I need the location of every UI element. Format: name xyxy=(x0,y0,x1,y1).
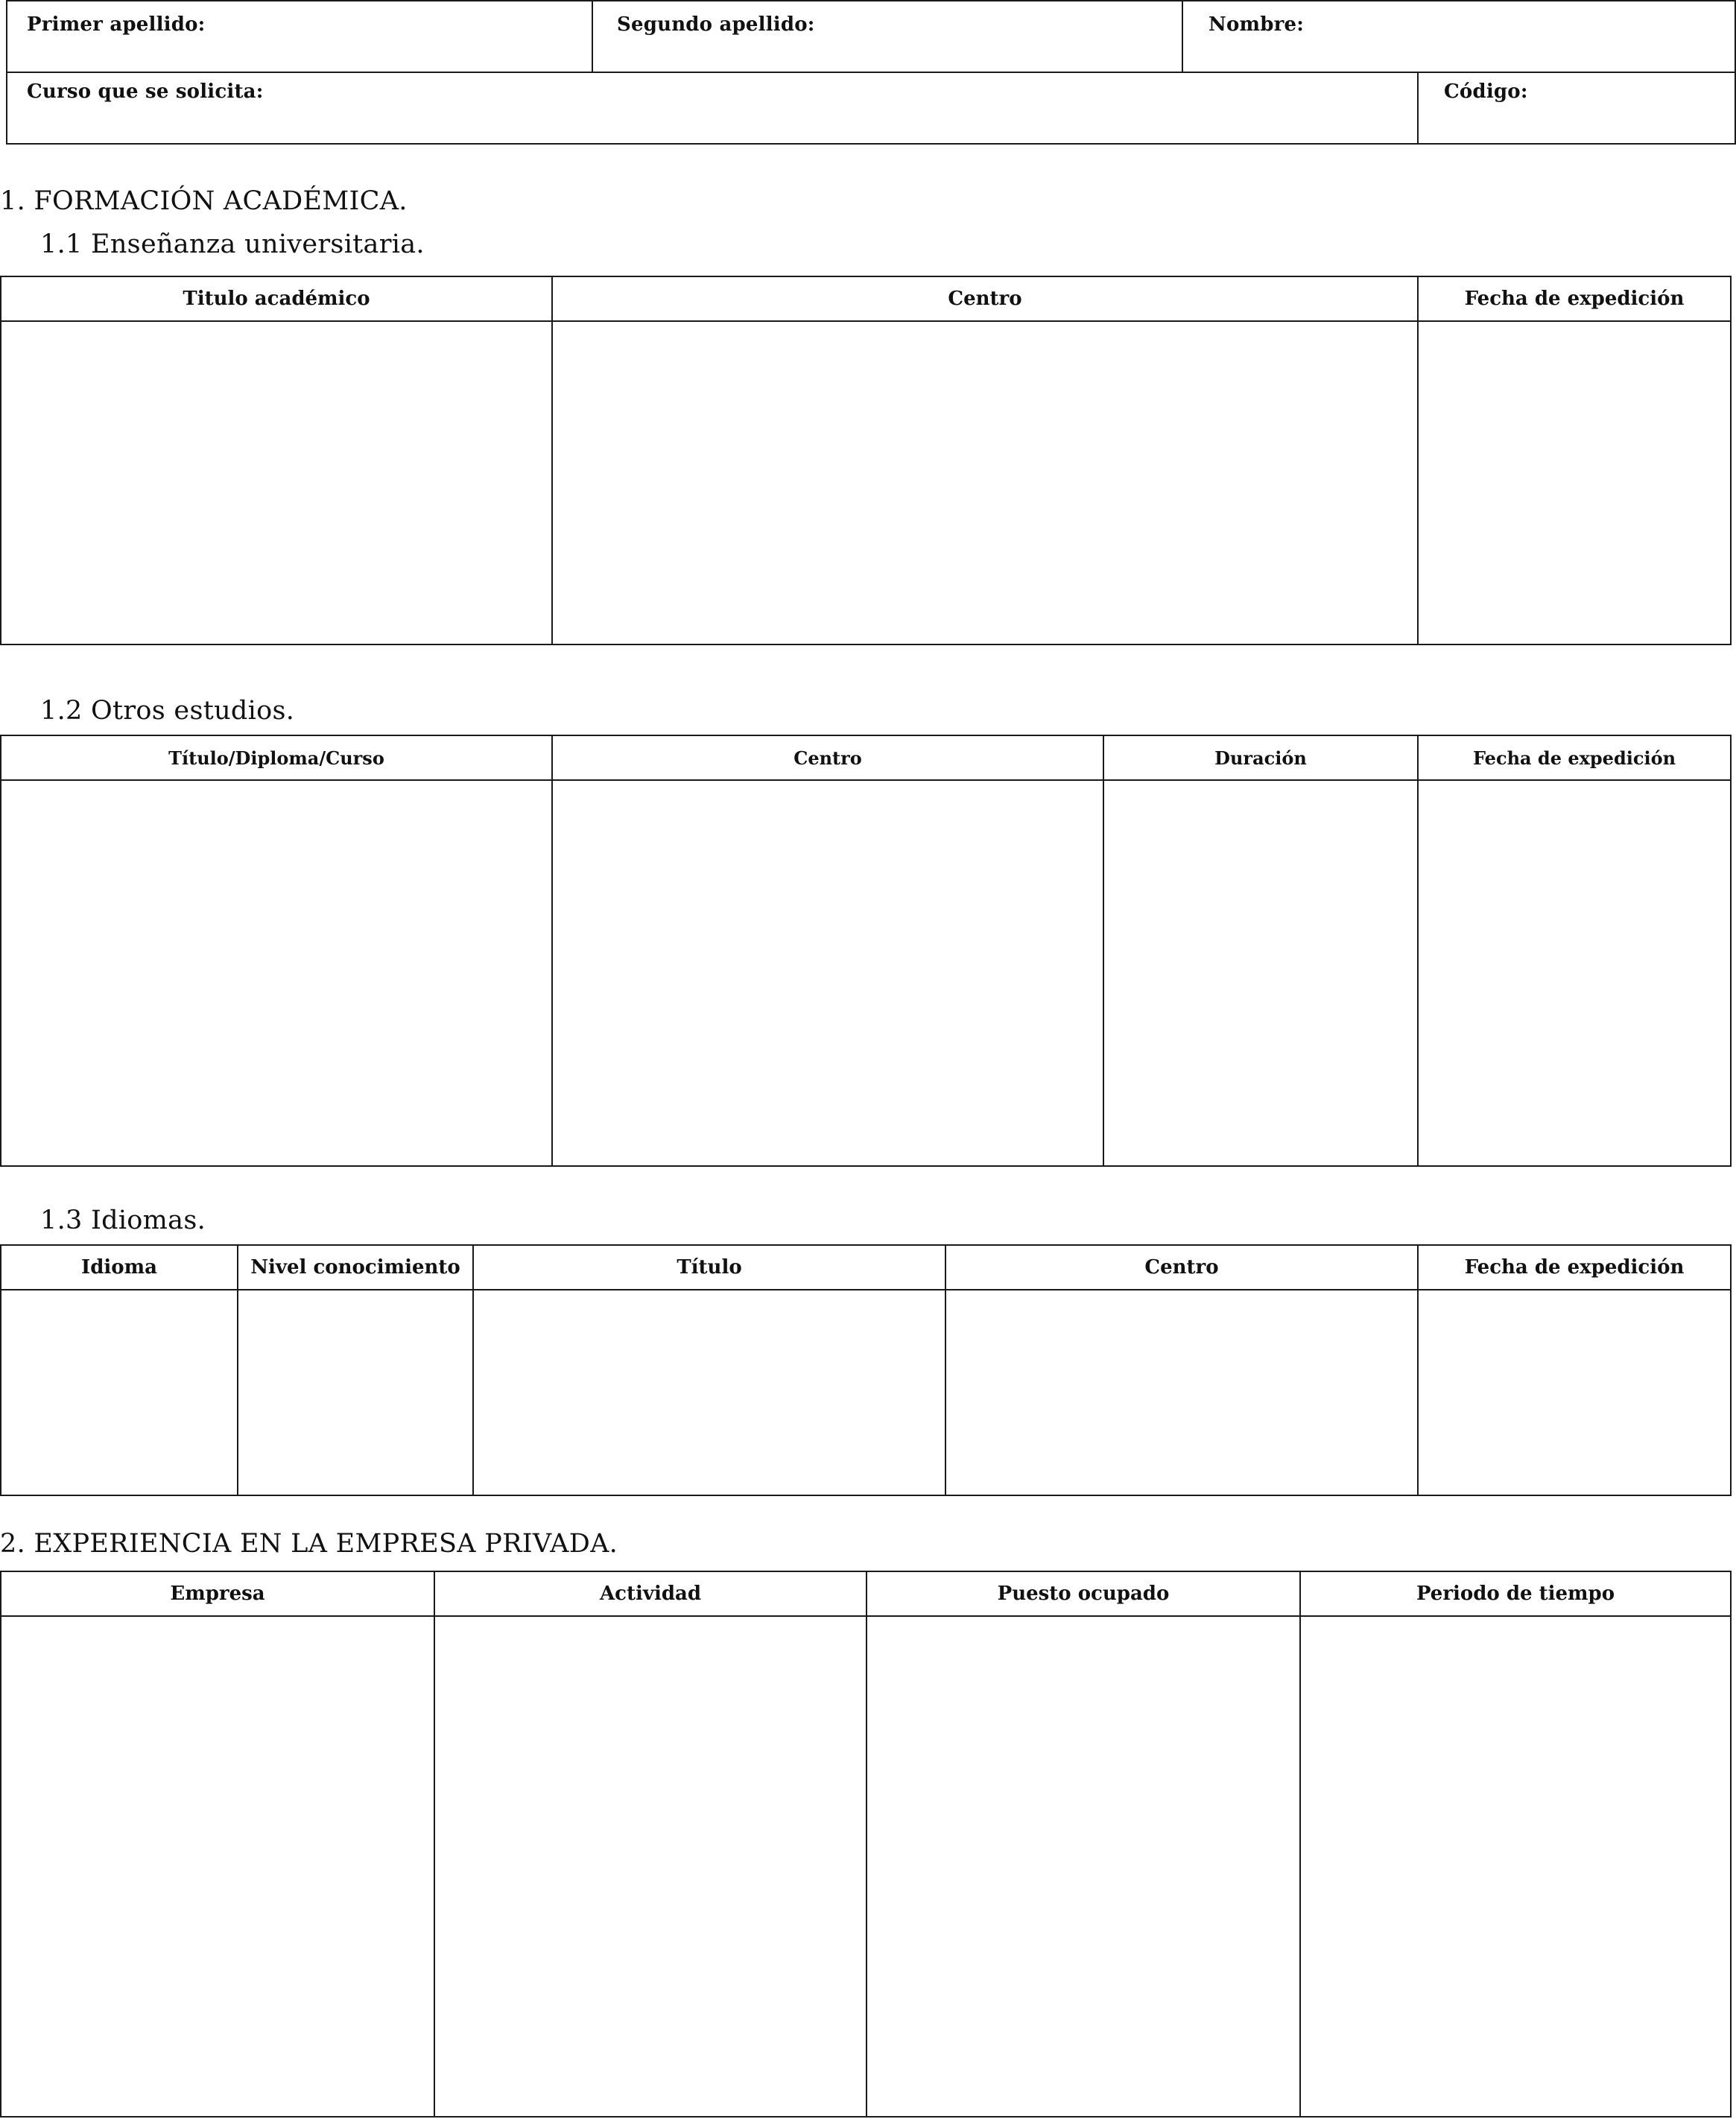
primer-apellido-field[interactable] xyxy=(7,1,592,72)
col-header-actividad: Actividad xyxy=(599,1583,702,1605)
col-header-duracion: Duración xyxy=(1214,747,1307,769)
segundo-apellido-label: Segundo apellido: xyxy=(617,13,815,36)
section-1-2-title: 1.2 Otros estudios. xyxy=(40,696,295,726)
col-header-fecha-expedicion: Fecha de expedición xyxy=(1464,288,1685,310)
section-1-3-title: 1.3 Idiomas. xyxy=(40,1206,206,1235)
codigo-field[interactable] xyxy=(1419,73,1735,143)
col-header-puesto-ocupado: Puesto ocupado xyxy=(997,1583,1170,1605)
nivel-conocimiento-entry[interactable] xyxy=(238,1290,472,1495)
nombre-field[interactable] xyxy=(1183,1,1735,72)
applicant-header-box xyxy=(6,0,1736,145)
titulo-academico-entry[interactable] xyxy=(1,322,551,644)
duracion-entry[interactable] xyxy=(1104,781,1417,1165)
col-header-titulo-diploma-curso: Título/Diploma/Curso xyxy=(168,747,384,769)
centro-entry[interactable] xyxy=(553,781,1103,1165)
col-header-nivel-conocimiento: Nivel conocimiento xyxy=(250,1256,460,1279)
col-header-centro: Centro xyxy=(793,747,862,769)
centro-entry[interactable] xyxy=(553,322,1417,644)
col-header-empresa: Empresa xyxy=(170,1583,265,1605)
col-header-periodo-tiempo: Periodo de tiempo xyxy=(1416,1583,1615,1605)
section-2-title: 2. EXPERIENCIA EN LA EMPRESA PRIVADA. xyxy=(0,1529,618,1559)
titulo-entry[interactable] xyxy=(474,1290,945,1495)
codigo-label: Código: xyxy=(1444,80,1528,103)
nombre-label: Nombre: xyxy=(1208,13,1305,36)
fecha-expedicion-entry[interactable] xyxy=(1419,322,1730,644)
col-header-idioma: Idioma xyxy=(81,1256,157,1279)
col-header-centro: Centro xyxy=(948,288,1022,310)
actividad-entry[interactable] xyxy=(435,1617,866,2116)
col-header-fecha-expedicion: Fecha de expedición xyxy=(1464,1256,1685,1279)
section-1-1-title: 1.1 Enseñanza universitaria. xyxy=(40,229,425,259)
section-1-title: 1. FORMACIÓN ACADÉMICA. xyxy=(0,186,408,216)
private-experience-table xyxy=(0,1571,1732,2118)
col-header-fecha-expedicion: Fecha de expedición xyxy=(1472,747,1676,769)
segundo-apellido-field[interactable] xyxy=(593,1,1182,72)
languages-table xyxy=(0,1244,1732,1496)
fecha-expedicion-entry[interactable] xyxy=(1419,781,1730,1165)
titulo-diploma-entry[interactable] xyxy=(1,781,551,1165)
idioma-entry[interactable] xyxy=(1,1290,237,1495)
primer-apellido-label: Primer apellido: xyxy=(27,13,206,36)
puesto-ocupado-entry[interactable] xyxy=(867,1617,1299,2116)
university-education-table xyxy=(0,276,1732,645)
fecha-expedicion-entry[interactable] xyxy=(1419,1290,1730,1495)
periodo-tiempo-entry[interactable] xyxy=(1301,1617,1730,2116)
col-header-titulo: Título xyxy=(677,1256,742,1279)
curso-label: Curso que se solicita: xyxy=(27,80,264,103)
other-studies-table xyxy=(0,735,1732,1167)
empresa-entry[interactable] xyxy=(1,1617,434,2116)
col-header-centro: Centro xyxy=(1144,1256,1219,1279)
centro-entry[interactable] xyxy=(946,1290,1417,1495)
col-header-titulo-academico: Titulo académico xyxy=(183,288,370,310)
curso-field[interactable] xyxy=(7,73,1417,143)
